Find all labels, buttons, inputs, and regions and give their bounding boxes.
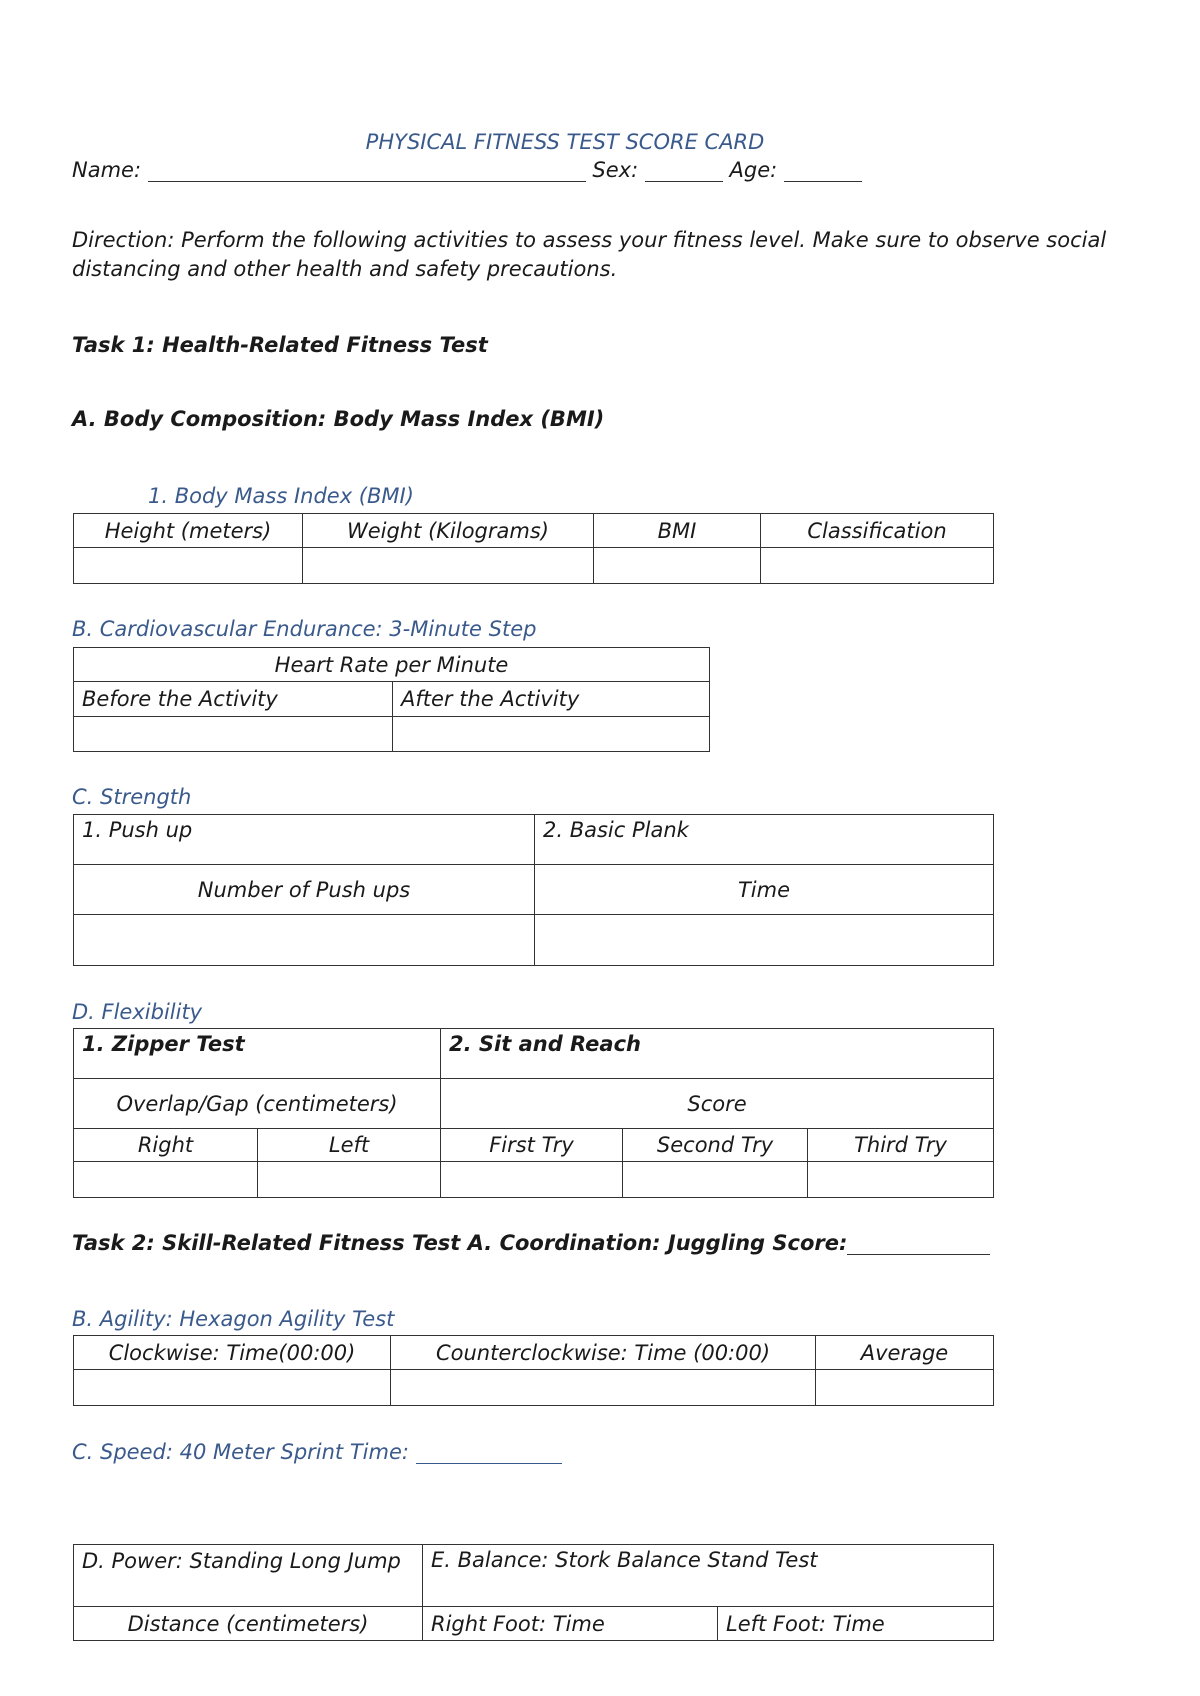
bmi-header-bmi: BMI <box>594 514 761 548</box>
third-try-header: Third Try <box>808 1129 994 1162</box>
flexibility-table <box>73 1028 994 1198</box>
bmi-classification-cell[interactable] <box>761 548 994 584</box>
sprint-time-field[interactable] <box>416 1463 562 1464</box>
right-cell[interactable] <box>74 1162 258 1198</box>
pushup-label: 1. Push up <box>74 815 535 865</box>
cardio-caption: B. Cardiovascular Endurance: 3-Minute Step <box>72 617 537 641</box>
heart-rate-header: Heart Rate per Minute <box>74 648 710 682</box>
pushup-count-header: Number of Push ups <box>74 865 535 915</box>
name-label: Name: <box>72 158 142 182</box>
bmi-table <box>73 513 994 584</box>
balance-label: E. Balance: Stork Balance Stand Test <box>423 1545 994 1607</box>
distance-header: Distance (centimeters) <box>74 1607 423 1641</box>
age-label: Age: <box>729 158 778 182</box>
bmi-header-weight: Weight (Kilograms) <box>303 514 594 548</box>
before-activity-cell[interactable] <box>74 717 393 752</box>
speed-row <box>72 1440 562 1464</box>
cardio-table <box>73 647 710 752</box>
age-field[interactable] <box>784 181 862 182</box>
plank-label: 2. Basic Plank <box>535 815 994 865</box>
second-try-cell[interactable] <box>623 1162 808 1198</box>
flexibility-caption: D. Flexibility <box>72 1000 203 1024</box>
before-activity-header: Before the Activity <box>74 682 393 717</box>
strength-table <box>73 814 994 966</box>
score-header: Score <box>441 1079 994 1129</box>
clockwise-header: Clockwise: Time(00:00) <box>74 1336 391 1370</box>
after-activity-cell[interactable] <box>393 717 710 752</box>
left-header: Left <box>258 1129 441 1162</box>
sex-field[interactable] <box>645 181 723 182</box>
second-try-header: Second Try <box>623 1129 808 1162</box>
task1-heading: Task 1: Health-Related Fitness Test <box>72 333 488 357</box>
pushup-count-cell[interactable] <box>74 915 535 966</box>
speed-label: C. Speed: 40 Meter Sprint Time: <box>72 1440 409 1464</box>
first-try-cell[interactable] <box>441 1162 623 1198</box>
direction-text: Direction: Perform the following activities to assess your fitness level. Make sure to observe social distancing and other health and safety precautions. <box>72 228 1107 281</box>
first-try-header: First Try <box>441 1129 623 1162</box>
plank-time-cell[interactable] <box>535 915 994 966</box>
sit-reach-label: 2. Sit and Reach <box>441 1029 994 1079</box>
page-title: PHYSICAL FITNESS TEST SCORE CARD <box>365 130 765 154</box>
average-cell[interactable] <box>816 1370 994 1406</box>
personal-info-row <box>72 158 862 182</box>
body-composition-heading: A. Body Composition: Body Mass Index (BMI) <box>72 407 605 431</box>
bmi-height-cell[interactable] <box>74 548 303 584</box>
bmi-weight-cell[interactable] <box>303 548 594 584</box>
power-balance-table <box>73 1544 994 1641</box>
power-label: D. Power: Standing Long Jump <box>74 1545 423 1607</box>
counterclockwise-header: Counterclockwise: Time (00:00) <box>391 1336 816 1370</box>
task2-heading-row <box>72 1231 990 1255</box>
strength-caption: C. Strength <box>72 785 192 809</box>
task2-heading: Task 2: Skill-Related Fitness Test A. Coordination: Juggling Score: <box>72 1231 848 1255</box>
agility-caption: B. Agility: Hexagon Agility Test <box>72 1307 395 1331</box>
clockwise-cell[interactable] <box>74 1370 391 1406</box>
left-foot-header: Left Foot: Time <box>718 1607 994 1641</box>
bmi-header-height: Height (meters) <box>74 514 303 548</box>
left-cell[interactable] <box>258 1162 441 1198</box>
right-header: Right <box>74 1129 258 1162</box>
average-header: Average <box>816 1336 994 1370</box>
zipper-test-label: 1. Zipper Test <box>74 1029 441 1079</box>
bmi-caption: 1. Body Mass Index (BMI) <box>148 484 414 508</box>
overlap-gap-header: Overlap/Gap (centimeters) <box>74 1079 441 1129</box>
third-try-cell[interactable] <box>808 1162 994 1198</box>
right-foot-header: Right Foot: Time <box>423 1607 718 1641</box>
counterclockwise-cell[interactable] <box>391 1370 816 1406</box>
after-activity-header: After the Activity <box>393 682 710 717</box>
agility-table <box>73 1335 994 1406</box>
name-field[interactable] <box>148 181 586 182</box>
juggling-score-field[interactable] <box>847 1254 990 1255</box>
bmi-header-classification: Classification <box>761 514 994 548</box>
plank-time-header: Time <box>535 865 994 915</box>
sex-label: Sex: <box>592 158 639 182</box>
bmi-value-cell[interactable] <box>594 548 761 584</box>
